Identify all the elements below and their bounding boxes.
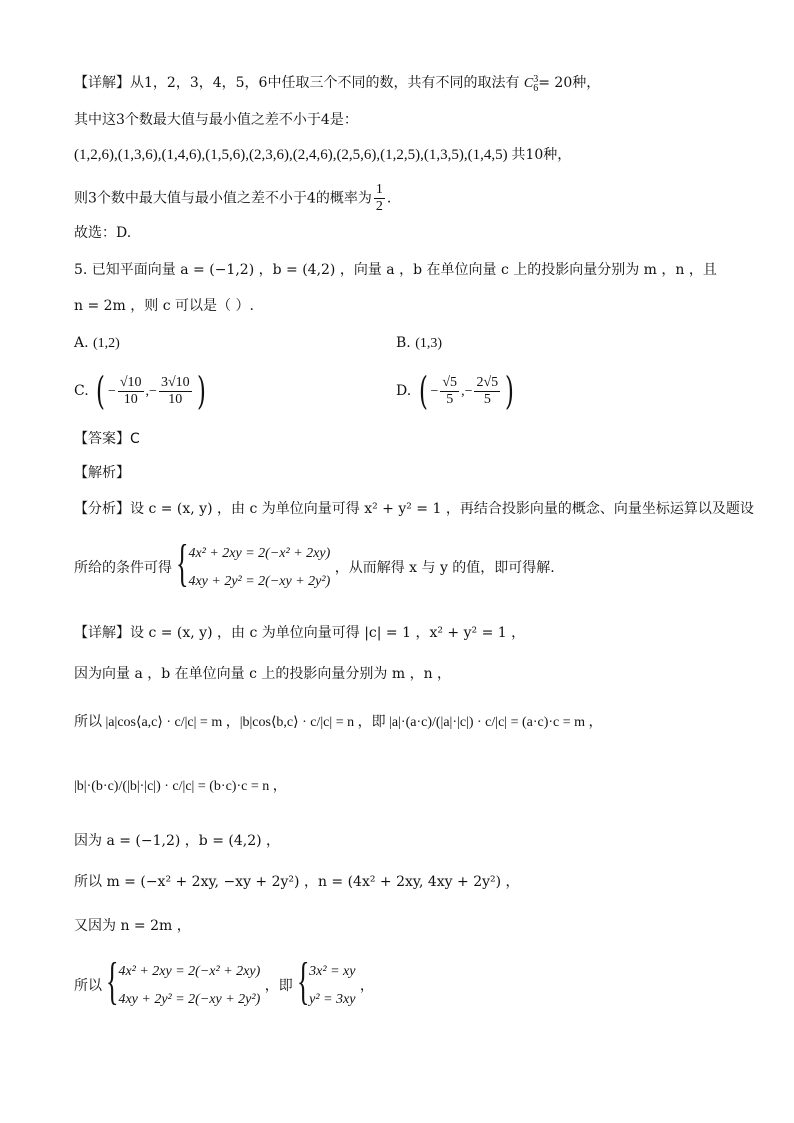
equation-system: { 4x² + 2xy = 2(−x² + 2xy) 4xy + 2y² = 2(−xy + 2y²) — [176, 535, 331, 592]
detail1-tail: = 20种， — [538, 75, 601, 91]
detail2-line1: 【详解】设 c = (x, y) ，由 c 为单位向量可得 |c| = 1 ，x² + y² = 1 ， — [74, 625, 526, 641]
equation-system-right: { 3x² = xy y² = 3xy — [297, 953, 356, 1010]
option-C[interactable]: C. ( − $\frac{√10}{10}$ ,− $\frac{3√10}{10}$ ) — [74, 369, 206, 413]
analysis-heading: 【解析】 — [74, 465, 130, 481]
detail2-line7: 又因为 n = 2m ， — [74, 918, 191, 934]
option-D[interactable]: D. ( − $\frac{√5}{5}$ ,− $\frac{2√5}{5}$ ) — [396, 369, 515, 413]
answer-line: 【答案】C — [74, 431, 140, 447]
detail2-line2: 因为向量 a ，b 在单位向量 c 上的投影向量分别为 m ，n ， — [74, 666, 452, 682]
equation-system-left: { 4x² + 2xy = 2(−x² + 2xy) 4xy + 2y² = 2(−xy + 2y²) — [106, 953, 261, 1010]
probability-line: 则3个数中最大值与最小值之差不小于4的概率为 $\frac{1}{2}$ . — [74, 182, 392, 214]
combination-symbol: C 3 6 — [523, 73, 539, 94]
question5-line1: 5. 已知平面向量 a = (−1,2) ，b = (4,2) ，向量 a ，b 在单位向量 c 上的投影向量分别为 m ，n ，且 — [74, 262, 717, 278]
fraction-half: $\frac{1}{2}$ — [375, 182, 383, 214]
detail-label: 【详解】 — [74, 75, 130, 91]
question5-line2: n = 2m ，则 c 可以是（ ）. — [74, 298, 254, 314]
detail2-system-line: 所以 { 4x² + 2xy = 2(−x² + 2xy) 4xy + 2y² = 2(−xy + 2y²) ，即 { 3x² = xy y² = 3xy ， — [74, 958, 374, 1014]
analysis-system-line: 所给的条件可得 { 4x² + 2xy = 2(−x² + 2xy) 4xy + 2y² = 2(−xy + 2y²) ，从而解得 x 与 y 的值，即可得解. — [74, 540, 555, 596]
choice-line: 故选：D. — [74, 225, 132, 241]
detail1-line — [74, 72, 600, 95]
detail2-line6: 所以 m = (−x² + 2xy, −xy + 2y²) ，n = (4x² + 2xy, 4xy + 2y²) ， — [74, 874, 520, 890]
option-B[interactable]: B. (1,3) — [396, 335, 443, 351]
detail1-text: 从1，2，3，4，5，6中任取三个不同的数，共有不同的取法有 — [130, 75, 520, 91]
analysis-line: 【分析】设 c = (x, y) ，由 c 为单位向量可得 x² + y² = 1 ，再结合投影向量的概念、向量坐标运算以及题设 — [74, 501, 754, 517]
line2: 其中这3个数最大值与最小值之差不小于4是： — [74, 112, 358, 128]
tuple-list: (1,2,6),(1,3,6),(1,4,6),(1,5,6),(2,3,6),(2,4,6),(2,5,6),(1,2,5),(1,3,5),(1,4,5) 共10种， — [74, 147, 572, 163]
detail2-line5: 因为 a = (−1,2) ，b = (4,2) ， — [74, 833, 281, 849]
detail2-line4: |b|·(b·c)/(|b|·|c|) · c/|c| = (b·c)·c = n ， — [74, 779, 287, 794]
option-A[interactable]: A. (1,2) — [74, 335, 120, 351]
detail2-line3: 所以 |a|cos⟨a,c⟩ · c/|c| = m ，|b|cos⟨b,c⟩ · c/|c| = n ，即 |a|·(a·c)/(|a|·|c|) · c/|c| = (a·c)·c = m ， — [74, 715, 603, 730]
